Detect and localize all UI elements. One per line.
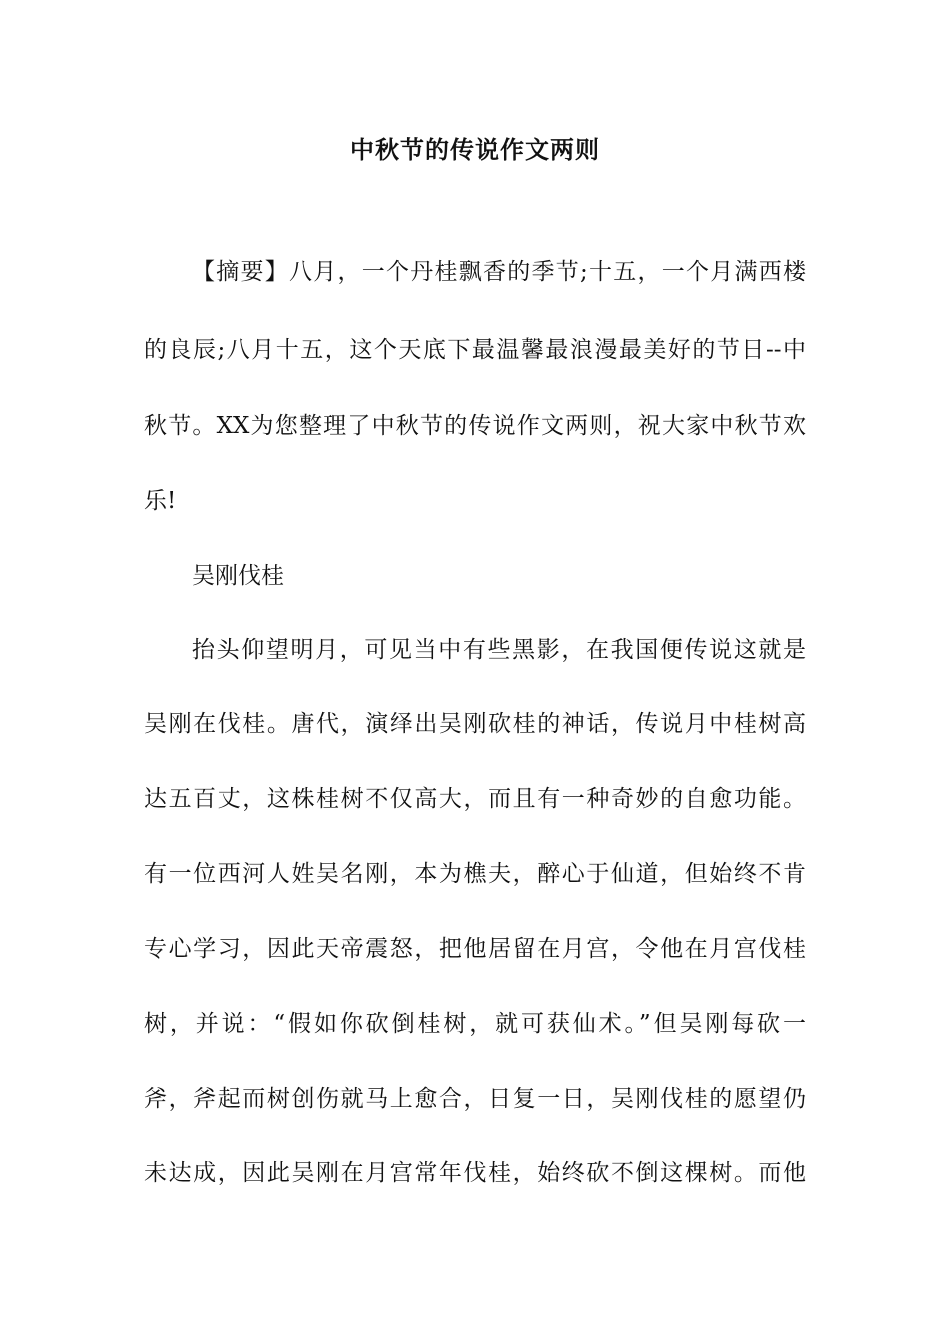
document-title: 中秋节的传说作文两则 <box>350 135 600 164</box>
body-line: 未达成，因此吴刚在月宫常年伐桂，始终砍不倒这棵树。而他 <box>144 1160 806 1186</box>
abstract-line: 乐! <box>144 488 177 514</box>
body-line: 有一位西河人姓吴名刚，本为樵夫，醉心于仙道，但始终不肯 <box>144 861 806 887</box>
body-line: 斧，斧起而树创伤就马上愈合，日复一日，吴刚伐桂的愿望仍 <box>144 1086 806 1112</box>
body-line: 达五百丈，这株桂树不仅高大，而且有一种奇妙的自愈功能。 <box>144 786 806 812</box>
body-line: 抬头仰望明月，可见当中有些黑影，在我国便传说这就是 <box>192 637 806 663</box>
abstract-line: 的良辰;八月十五，这个天底下最温馨最浪漫最美好的节日--中 <box>144 337 806 363</box>
body-line: 树，并说：“假如你砍倒桂树，就可获仙术。”但吴刚每砍一 <box>144 1011 806 1037</box>
body-line: 吴刚在伐桂。唐代，演绎出吴刚砍桂的神话，传说月中桂树高 <box>144 711 806 737</box>
abstract-line: 【摘要】八月，一个丹桂飘香的季节;十五，一个月满西楼 <box>192 259 806 285</box>
abstract-line: 秋节。XX为您整理了中秋节的传说作文两则，祝大家中秋节欢 <box>144 413 806 439</box>
body-line: 专心学习，因此天帝震怒，把他居留在月宫，令他在月宫伐桂 <box>144 936 806 962</box>
section-heading: 吴刚伐桂 <box>192 563 284 589</box>
